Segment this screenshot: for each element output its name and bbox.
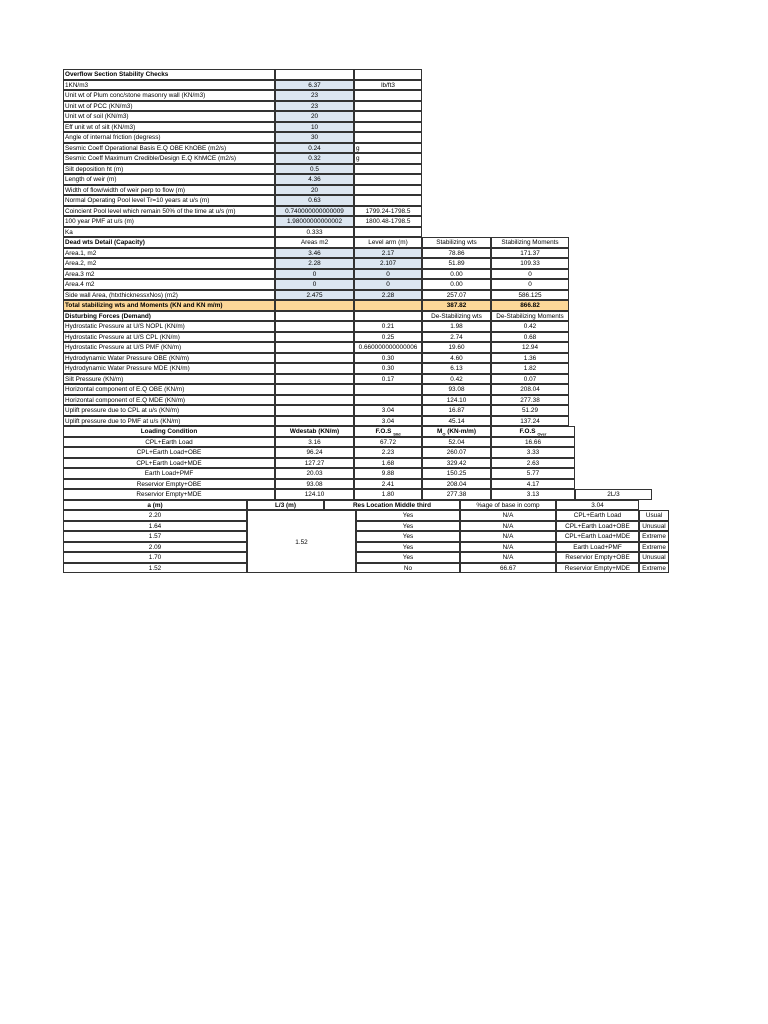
areas-header[interactable]: Areas m2	[275, 237, 354, 248]
fos-sliding-value[interactable]: 67.72	[354, 437, 422, 448]
middle-third-value[interactable]: No	[356, 563, 460, 574]
wdestab-value[interactable]: 127.27	[275, 458, 354, 469]
middle-third-value[interactable]: Yes	[356, 552, 460, 563]
disturbing-label[interactable]: Hydrostatic Pressure at U/S NOPL (KN/m)	[63, 321, 275, 332]
loading-condition[interactable]: CPL+Earth Load+MDE	[63, 458, 275, 469]
input-unit[interactable]	[354, 227, 422, 238]
wts-value[interactable]: 45.14	[422, 416, 491, 427]
moments-value[interactable]: 137.24	[491, 416, 569, 427]
fos-sliding-value[interactable]: 1.80	[354, 489, 422, 500]
two-l-third-label[interactable]: 2L/3	[575, 489, 652, 500]
total-moments[interactable]: 866.82	[491, 300, 569, 311]
dead-wts-header[interactable]: Dead wts Detail (Capacity)	[63, 237, 275, 248]
arm-value[interactable]: 0	[354, 279, 422, 290]
empty-cell[interactable]	[275, 300, 354, 311]
moment-value[interactable]: 329.42	[422, 458, 491, 469]
dead-wts-label[interactable]: Side wall Area, (htxthicknessxNos) (m2)	[63, 290, 275, 301]
input-value[interactable]: 0.24	[275, 143, 354, 154]
loading-condition-header[interactable]: Loading Condition	[63, 426, 275, 437]
pct-value[interactable]: N/A	[460, 531, 556, 542]
input-unit[interactable]	[354, 122, 422, 133]
load-case[interactable]: CPL+Earth Load	[556, 510, 639, 521]
a-value[interactable]: 1.64	[63, 521, 247, 532]
areas-value[interactable]: 0	[275, 269, 354, 280]
input-label[interactable]: Ka	[63, 227, 275, 238]
disturbing-label[interactable]: Horizontal component of E.Q OBE (KN/m)	[63, 384, 275, 395]
wdestab-value[interactable]: 20.03	[275, 468, 354, 479]
disturbing-label[interactable]: Hydrostatic Pressure at U/S PMF (KN/m)	[63, 342, 275, 353]
input-value[interactable]: 4.36	[275, 174, 354, 185]
fos-overturning-value[interactable]: 16.66	[491, 437, 575, 448]
empty-cell[interactable]	[275, 374, 354, 385]
fos-sliding-value[interactable]: 2.41	[354, 479, 422, 490]
input-unit[interactable]	[354, 132, 422, 143]
wdestab-value[interactable]: 93.08	[275, 479, 354, 490]
input-label[interactable]: Unit wt of soil (KN/m3)	[63, 111, 275, 122]
input-label[interactable]: Unit wt of Plum conc/stone masonry wall (KN/m3)	[63, 90, 275, 101]
disturbing-label[interactable]: Uplift pressure due to PMF at u/s (KN/m)	[63, 416, 275, 427]
pct-value[interactable]: N/A	[460, 510, 556, 521]
input-value[interactable]: 20	[275, 185, 354, 196]
a-value[interactable]: 1.57	[63, 531, 247, 542]
dead-wts-label[interactable]: Area.1, m2	[63, 248, 275, 259]
fos-sliding-value[interactable]: 9.88	[354, 468, 422, 479]
arm-value[interactable]	[354, 395, 422, 406]
empty-cell[interactable]	[354, 300, 422, 311]
input-label[interactable]: Sesmic Coeff Operational Basis E.Q OBE KhOBE (m2/s)	[63, 143, 275, 154]
input-unit[interactable]	[354, 164, 422, 175]
wts-value[interactable]: 0.00	[422, 279, 491, 290]
empty-cell[interactable]	[275, 311, 354, 322]
input-value[interactable]: 0.740000000000009	[275, 206, 354, 217]
empty-cell[interactable]	[275, 384, 354, 395]
empty-cell[interactable]	[354, 69, 422, 80]
load-type[interactable]: Extreme	[639, 531, 669, 542]
input-value[interactable]: 1.98000000000002	[275, 216, 354, 227]
empty-cell[interactable]	[275, 332, 354, 343]
pct-value[interactable]: N/A	[460, 542, 556, 553]
wts-value[interactable]: 257.07	[422, 290, 491, 301]
arm-value[interactable]: 0.30	[354, 363, 422, 374]
destab-moments-header[interactable]: De-Stabilizing Moments	[491, 311, 569, 322]
middle-third-header[interactable]: Res Location Middle third	[324, 500, 460, 511]
areas-value[interactable]: 2.28	[275, 258, 354, 269]
disturbing-label[interactable]: Hydrostatic Pressure at U/S CPL (KN/m)	[63, 332, 275, 343]
load-case[interactable]: CPL+Earth Load+OBE	[556, 521, 639, 532]
disturbing-label[interactable]: Horizontal component of E.Q MDE (KN/m)	[63, 395, 275, 406]
middle-third-value[interactable]: Yes	[356, 521, 460, 532]
input-unit[interactable]: 1800.48-1798.5	[354, 216, 422, 227]
dead-wts-label[interactable]: Area.3 m2	[63, 269, 275, 280]
load-case[interactable]: Earth Load+PMF	[556, 542, 639, 553]
input-label[interactable]: Silt deposition ht (m)	[63, 164, 275, 175]
wts-value[interactable]: 93.08	[422, 384, 491, 395]
a-value[interactable]: 1.70	[63, 552, 247, 563]
wdestab-value[interactable]: 3.16	[275, 437, 354, 448]
load-type[interactable]: Extreme	[639, 542, 669, 553]
fos-overturning-value[interactable]: 3.33	[491, 447, 575, 458]
load-case[interactable]: Reservior Empty+MDE	[556, 563, 639, 574]
l3-header[interactable]: L/3 (m)	[247, 500, 324, 511]
empty-cell[interactable]	[275, 363, 354, 374]
disturbing-label[interactable]: Silt Pressure (KN/m)	[63, 374, 275, 385]
input-value[interactable]: 20	[275, 111, 354, 122]
empty-cell[interactable]	[354, 311, 422, 322]
load-case[interactable]: CPL+Earth Load+MDE	[556, 531, 639, 542]
arm-header[interactable]: Level arm (m)	[354, 237, 422, 248]
two-l-third-value[interactable]: 3.04	[556, 500, 639, 511]
arm-value[interactable]: 0.21	[354, 321, 422, 332]
loading-condition[interactable]: Reservior Empty+MDE	[63, 489, 275, 500]
input-value[interactable]: 0.32	[275, 153, 354, 164]
load-type[interactable]: Usual	[639, 510, 669, 521]
areas-value[interactable]: 2.475	[275, 290, 354, 301]
moment-value[interactable]: 260.07	[422, 447, 491, 458]
areas-value[interactable]: 0	[275, 279, 354, 290]
moments-value[interactable]: 0	[491, 279, 569, 290]
moments-value[interactable]: 208.04	[491, 384, 569, 395]
fos-overturning-value[interactable]: 2.63	[491, 458, 575, 469]
stabilizing-moments-header[interactable]: Stabilizing Moments	[491, 237, 569, 248]
wts-value[interactable]: 1.98	[422, 321, 491, 332]
middle-third-value[interactable]: Yes	[356, 510, 460, 521]
a-header[interactable]: a (m)	[63, 500, 247, 511]
arm-value[interactable]: 2.107	[354, 258, 422, 269]
moment-value[interactable]: 208.04	[422, 479, 491, 490]
wts-value[interactable]: 19.60	[422, 342, 491, 353]
disturbing-header[interactable]: Disturbing Forces (Demand)	[63, 311, 275, 322]
moments-value[interactable]: 12.94	[491, 342, 569, 353]
load-type[interactable]: Unusual	[639, 552, 669, 563]
wts-value[interactable]: 0.42	[422, 374, 491, 385]
arm-value[interactable]: 3.04	[354, 405, 422, 416]
disturbing-label[interactable]: Hydrodynamic Water Pressure OBE (KN/m)	[63, 353, 275, 364]
input-value[interactable]: 0.5	[275, 164, 354, 175]
wts-value[interactable]: 2.74	[422, 332, 491, 343]
empty-cell[interactable]	[275, 342, 354, 353]
disturbing-label[interactable]: Uplift pressure due to CPL at u/s (KN/m)	[63, 405, 275, 416]
load-type[interactable]: Extreme	[639, 563, 669, 574]
empty-cell[interactable]	[275, 321, 354, 332]
input-unit[interactable]	[354, 174, 422, 185]
total-label[interactable]: Total stabilizing wts and Moments (KN and KN m/m)	[63, 300, 275, 311]
load-case[interactable]: Reservior Empty+OBE	[556, 552, 639, 563]
destab-wts-header[interactable]: De-Stabilizing wts	[422, 311, 491, 322]
wts-value[interactable]: 4.60	[422, 353, 491, 364]
dead-wts-label[interactable]: Area.4 m2	[63, 279, 275, 290]
wts-value[interactable]: 124.10	[422, 395, 491, 406]
input-label[interactable]: Length of weir (m)	[63, 174, 275, 185]
moments-value[interactable]: 1.82	[491, 363, 569, 374]
moments-value[interactable]: 0.42	[491, 321, 569, 332]
fos-overturning-header[interactable]: F.O.S $_{Over}$	[491, 426, 575, 437]
empty-cell[interactable]	[275, 69, 354, 80]
input-label[interactable]: 100 year PMF at u/s (m)	[63, 216, 275, 227]
wts-value[interactable]: 51.89	[422, 258, 491, 269]
wdestab-value[interactable]: 96.24	[275, 447, 354, 458]
moments-value[interactable]: 1.36	[491, 353, 569, 364]
empty-cell[interactable]	[275, 405, 354, 416]
stabilizing-wts-header[interactable]: Stabilizing wts	[422, 237, 491, 248]
empty-cell[interactable]	[275, 395, 354, 406]
input-label[interactable]: 1KN/m3	[63, 80, 275, 91]
input-unit[interactable]: 1799.24-1798.5	[354, 206, 422, 217]
middle-third-value[interactable]: Yes	[356, 531, 460, 542]
arm-value[interactable]: 0.25	[354, 332, 422, 343]
moment-value[interactable]: 52.04	[422, 437, 491, 448]
loading-condition[interactable]: CPL+Earth Load+OBE	[63, 447, 275, 458]
wts-value[interactable]: 6.13	[422, 363, 491, 374]
empty-cell[interactable]	[275, 353, 354, 364]
a-value[interactable]: 2.09	[63, 542, 247, 553]
wdestab-header[interactable]: Wdestab (KN/m)	[275, 426, 354, 437]
input-label[interactable]: Coincient Pool level which remain 50% of the time at u/s (m)	[63, 206, 275, 217]
input-value[interactable]: 10	[275, 122, 354, 133]
pct-value[interactable]: N/A	[460, 521, 556, 532]
input-value[interactable]: 23	[275, 101, 354, 112]
input-unit[interactable]	[354, 185, 422, 196]
arm-value[interactable]: 3.04	[354, 416, 422, 427]
empty-cell[interactable]	[275, 416, 354, 427]
input-label[interactable]: Unit wt of PCC (KN/m3)	[63, 101, 275, 112]
moment-value[interactable]: 150.25	[422, 468, 491, 479]
moments-value[interactable]: 0.68	[491, 332, 569, 343]
moments-value[interactable]: 109.33	[491, 258, 569, 269]
wdestab-value[interactable]: 124.10	[275, 489, 354, 500]
input-label[interactable]: Sesmic Coeff Maximum Credible/Design E.Q KhMCE (m2/s)	[63, 153, 275, 164]
input-value[interactable]: 23	[275, 90, 354, 101]
loading-condition[interactable]: Reservior Empty+OBE	[63, 479, 275, 490]
moment-value[interactable]: 277.38	[422, 489, 491, 500]
fos-overturning-value[interactable]: 4.17	[491, 479, 575, 490]
a-value[interactable]: 2.20	[63, 510, 247, 521]
load-type[interactable]: Unusual	[639, 521, 669, 532]
input-label[interactable]: Width of flow/width of weir perp to flow (m)	[63, 185, 275, 196]
input-unit[interactable]	[354, 195, 422, 206]
arm-value[interactable]: 0.660000000000006	[354, 342, 422, 353]
wts-value[interactable]: 16.87	[422, 405, 491, 416]
arm-value[interactable]: 0.30	[354, 353, 422, 364]
input-value[interactable]: 30	[275, 132, 354, 143]
input-unit[interactable]	[354, 111, 422, 122]
loading-condition[interactable]: CPL+Earth Load	[63, 437, 275, 448]
moments-value[interactable]: 51.29	[491, 405, 569, 416]
disturbing-label[interactable]: Hydrodynamic Water Pressure MDE (KN/m)	[63, 363, 275, 374]
input-value[interactable]: 0.63	[275, 195, 354, 206]
sheet-title[interactable]: Overflow Section Stability Checks	[63, 69, 275, 80]
pct-base-header[interactable]: %age of base in comp	[460, 500, 556, 511]
moments-value[interactable]: 277.38	[491, 395, 569, 406]
arm-value[interactable]: 0.17	[354, 374, 422, 385]
middle-third-value[interactable]: Yes	[356, 542, 460, 553]
fos-overturning-value[interactable]: 5.77	[491, 468, 575, 479]
input-unit[interactable]	[354, 90, 422, 101]
input-unit[interactable]: lb/ft3	[354, 80, 422, 91]
a-value[interactable]: 1.52	[63, 563, 247, 574]
wts-value[interactable]: 0.00	[422, 269, 491, 280]
dead-wts-label[interactable]: Area.2, m2	[63, 258, 275, 269]
fos-sliding-value[interactable]: 2.23	[354, 447, 422, 458]
input-label[interactable]: Normal Operating Pool level Tr=10 years at u/s (m)	[63, 195, 275, 206]
fos-overturning-value[interactable]: 3.13	[491, 489, 575, 500]
pct-value[interactable]: 66.67	[460, 563, 556, 574]
moments-value[interactable]: 0.07	[491, 374, 569, 385]
fos-sliding-header[interactable]: F.O.S $_{Slid}$	[354, 426, 422, 437]
loading-condition[interactable]: Earth Load+PMF	[63, 468, 275, 479]
total-wts[interactable]: 387.82	[422, 300, 491, 311]
pct-value[interactable]: N/A	[460, 552, 556, 563]
arm-value[interactable]: 2.17	[354, 248, 422, 259]
arm-value[interactable]: 2.28	[354, 290, 422, 301]
input-unit[interactable]: g	[354, 143, 422, 154]
arm-value[interactable]	[354, 384, 422, 395]
input-unit[interactable]	[354, 101, 422, 112]
fos-sliding-value[interactable]: 1.68	[354, 458, 422, 469]
wts-value[interactable]: 78.86	[422, 248, 491, 259]
l3-value[interactable]: 1.52	[247, 510, 356, 573]
input-label[interactable]: Eff unit wt of silt (KN/m3)	[63, 122, 275, 133]
moments-value[interactable]: 586.125	[491, 290, 569, 301]
input-value[interactable]: 6.37	[275, 80, 354, 91]
moment-header[interactable]: $M_O$ (KN-m/m)	[422, 426, 491, 437]
input-value[interactable]: 0.333	[275, 227, 354, 238]
areas-value[interactable]: 3.46	[275, 248, 354, 259]
moments-value[interactable]: 0	[491, 269, 569, 280]
arm-value[interactable]: 0	[354, 269, 422, 280]
input-unit[interactable]: g	[354, 153, 422, 164]
moments-value[interactable]: 171.37	[491, 248, 569, 259]
input-label[interactable]: Angle of internal friction (degress)	[63, 132, 275, 143]
title-row	[63, 69, 422, 80]
